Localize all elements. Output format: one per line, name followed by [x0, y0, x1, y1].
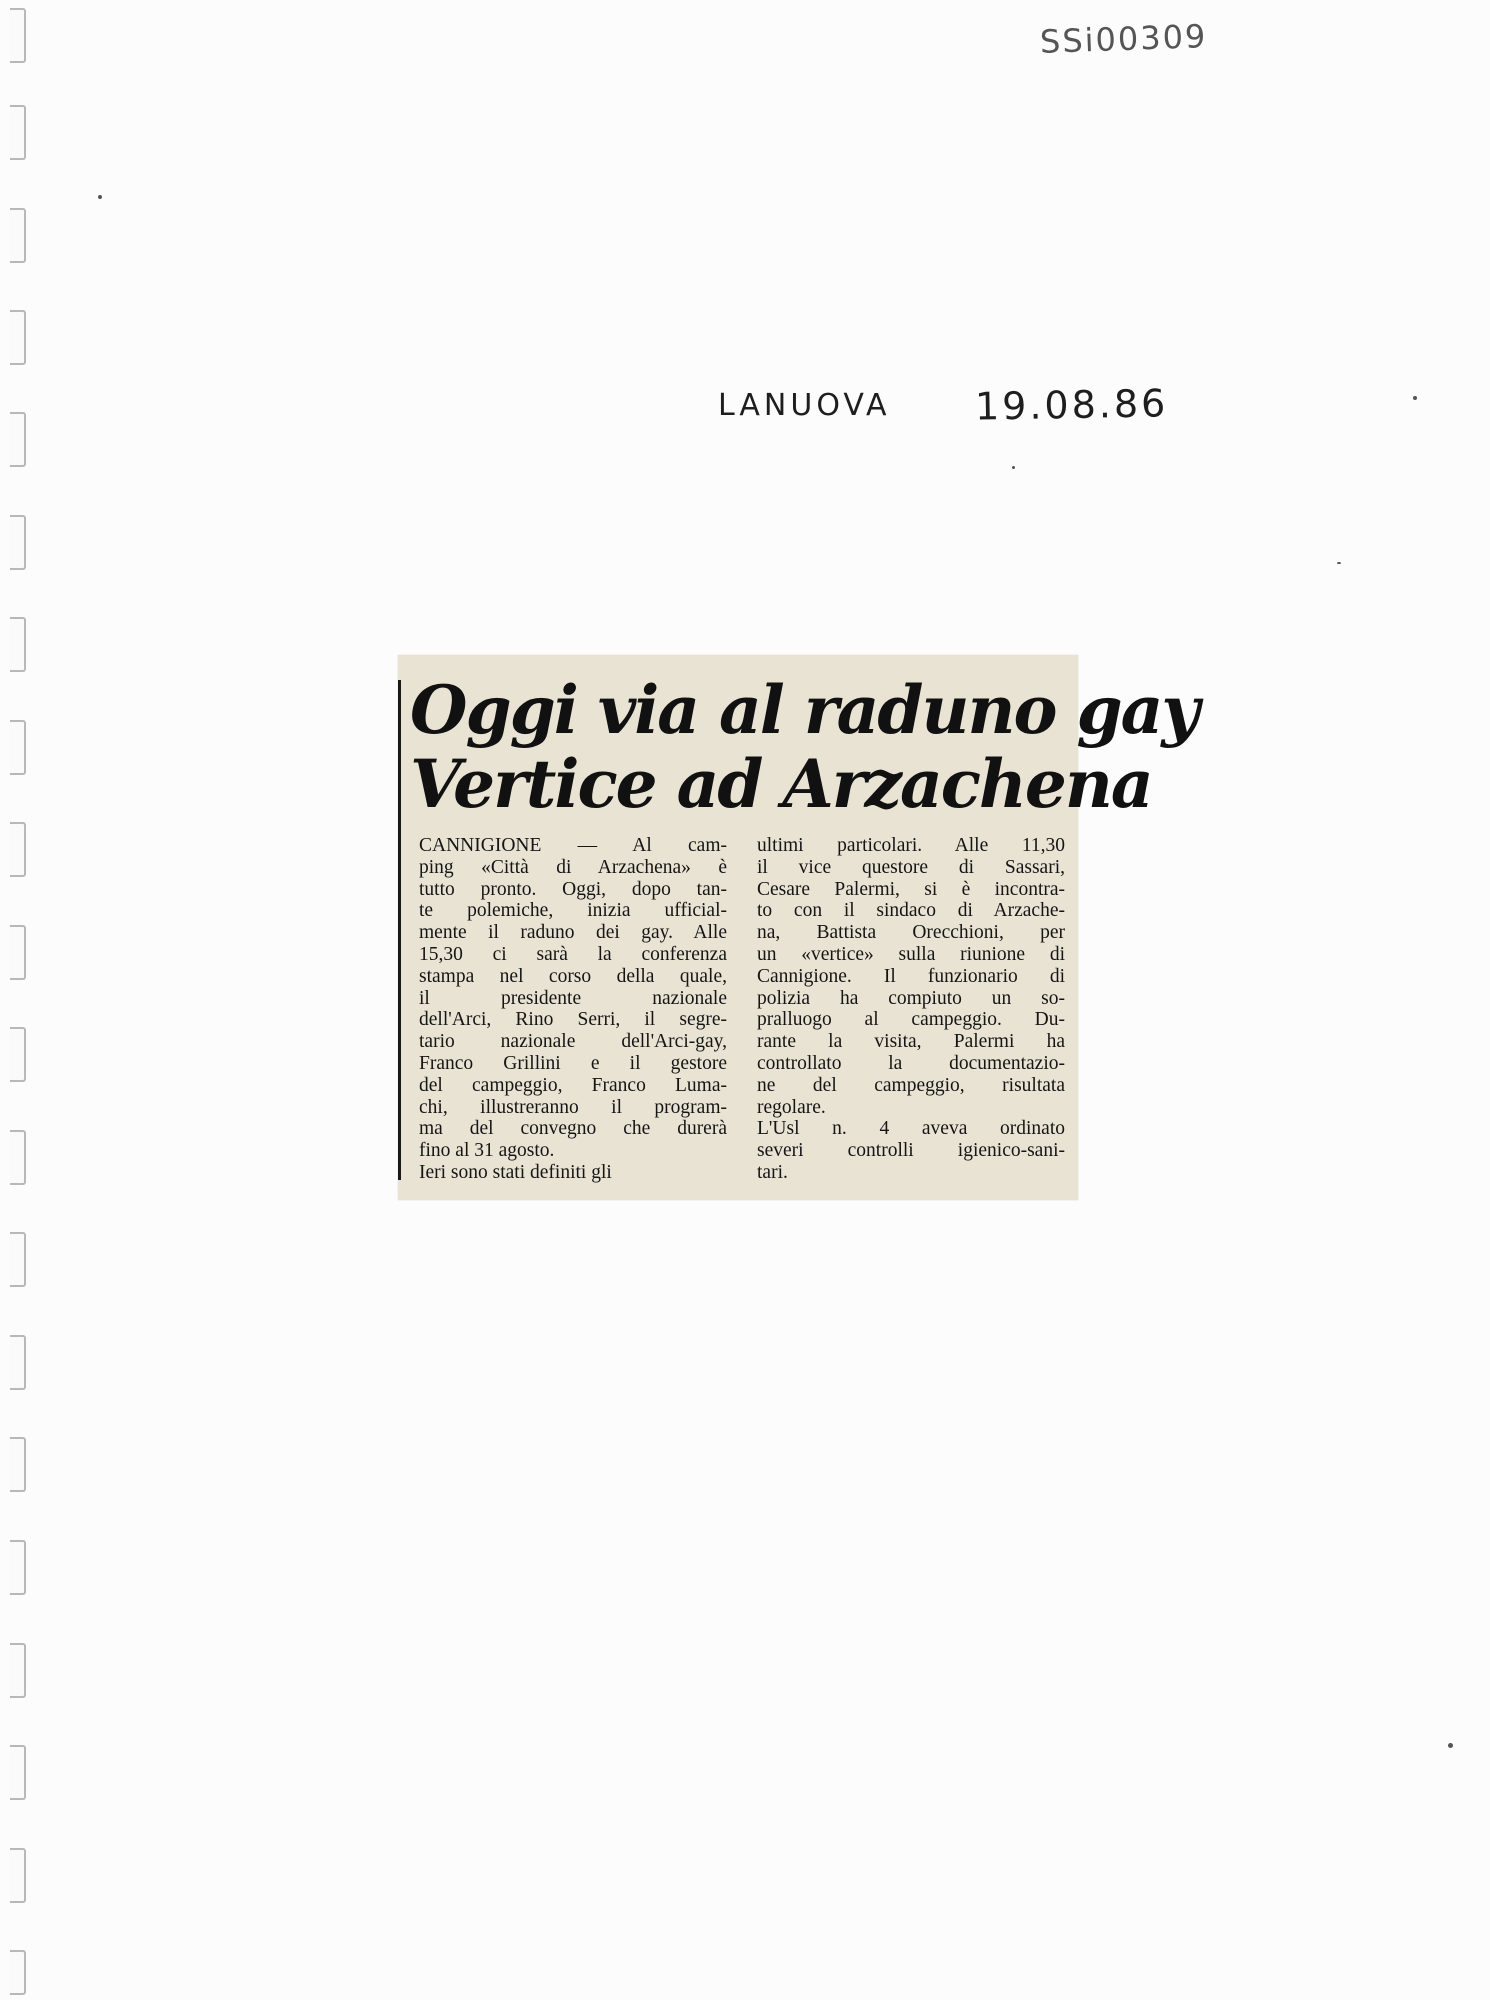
archive-code: SSi00309 — [1039, 17, 1208, 61]
article-line: tari. — [757, 1161, 788, 1183]
article-line: Ieri sono stati definiti gli — [419, 1161, 612, 1183]
article-line: un «vertice» sulla riunione di — [757, 943, 1065, 965]
article-column-right — [757, 835, 1065, 1184]
newspaper-clipping — [398, 655, 1198, 1200]
speck — [1413, 396, 1417, 400]
binder-hole — [10, 1950, 26, 1995]
binder-hole — [10, 412, 26, 467]
article-line: ma del convegno che durerà — [419, 1118, 727, 1140]
article-line: CANNIGIONE — Al cam- — [419, 835, 727, 856]
binder-hole — [10, 720, 26, 775]
article-line: severi controlli igienico-sani- — [757, 1140, 1065, 1162]
publication-date: 19.08.86 — [974, 381, 1169, 429]
article-line: na, Battista Orecchioni, per — [757, 922, 1065, 944]
article-line: Franco Grillini e il gestore — [419, 1052, 727, 1074]
article-line: Cesare Palermi, si è incontra- — [757, 878, 1065, 900]
binder-hole — [10, 1848, 26, 1903]
article-column-left — [419, 835, 727, 1184]
article-line: pralluogo al campeggio. Du- — [757, 1009, 1065, 1031]
article-line: il presidente nazionale — [419, 987, 727, 1009]
headline-line: Vertice ad Arzachena — [410, 745, 1152, 823]
binder-hole — [10, 1130, 26, 1185]
article-line: regolare. — [757, 1096, 826, 1118]
article-line: tario nazionale dell'Arci-gay, — [419, 1031, 727, 1053]
binder-hole — [10, 1437, 26, 1492]
speck — [98, 195, 102, 199]
article-headline — [410, 671, 1198, 823]
binder-hole — [10, 1335, 26, 1390]
article-line: chi, illustreranno il program- — [419, 1096, 727, 1118]
binder-hole — [10, 1745, 26, 1800]
article-line: fino al 31 agosto. — [419, 1140, 555, 1162]
article-line: ultimi particolari. Alle 11,30 — [757, 835, 1065, 856]
article-line: il vice questore di Sassari, — [757, 856, 1065, 878]
binder-hole — [10, 822, 26, 877]
binder-hole — [10, 208, 26, 263]
binder-hole — [10, 925, 26, 980]
binder-hole — [10, 1643, 26, 1698]
binder-hole — [10, 310, 26, 365]
article-line: mente il raduno dei gay. Alle — [419, 922, 727, 944]
article-line: stampa nel corso della quale, — [419, 965, 727, 987]
article-line: ne del campeggio, risultata — [757, 1074, 1065, 1096]
binder-hole — [10, 8, 26, 63]
article-line: rante la visita, Palermi ha — [757, 1031, 1065, 1053]
article-line: Cannigione. Il funzionario di — [757, 965, 1065, 987]
binder-hole — [10, 1027, 26, 1082]
article-line: L'Usl n. 4 aveva ordinato — [757, 1118, 1065, 1140]
article-line: to con il sindaco di Arzache- — [757, 900, 1065, 922]
binder-hole — [10, 105, 26, 160]
article-line: ping «Città di Arzachena» è — [419, 856, 727, 878]
newspaper-name: LANUOVA — [718, 388, 891, 423]
article-line: tutto pronto. Oggi, dopo tan- — [419, 878, 727, 900]
binder-hole — [10, 515, 26, 570]
article-line: polizia ha compiuto un so- — [757, 987, 1065, 1009]
clipping-rule — [398, 680, 401, 1180]
binder-hole — [10, 1232, 26, 1287]
speck — [1448, 1743, 1453, 1748]
headline-line: Oggi via al raduno gay — [410, 671, 1198, 749]
article-line: del campeggio, Franco Luma- — [419, 1074, 727, 1096]
article-line: te polemiche, inizia ufficial- — [419, 900, 727, 922]
speck — [1012, 466, 1015, 469]
speck — [1337, 562, 1341, 564]
article-line: 15,30 ci sarà la conferenza — [419, 943, 727, 965]
article-line: dell'Arci, Rino Serri, il segre- — [419, 1009, 727, 1031]
binder-hole — [10, 1540, 26, 1595]
article-line: controllato la documentazio- — [757, 1052, 1065, 1074]
binder-hole — [10, 617, 26, 672]
